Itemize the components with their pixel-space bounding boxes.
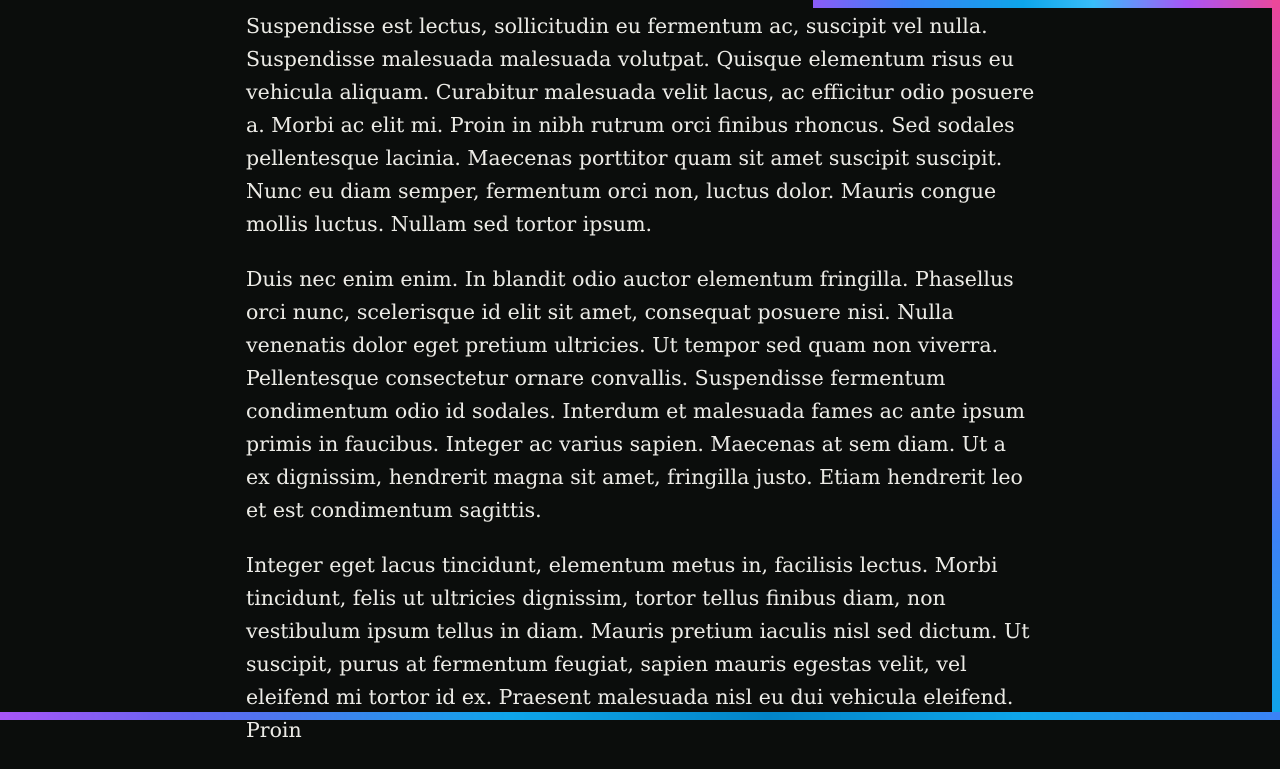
right-gradient-border	[1272, 0, 1280, 720]
paragraph-3: Integer eget lacus tincidunt, elementum metus in, facilisis lectus. Morbi tincidunt, felis ut ultricies dignissim, tortor tellus finibus diam, non vestibulum ipsum tellus in diam. Mauris pretium iaculis nisl sed dictum. Ut suscipit, purus at fermentum feugiat, sapien mauris egestas velit, vel eleifend mi tortor id ex. Praesent malesuada nisl eu dui vehicula eleifend. Proin	[246, 553, 1030, 742]
paragraph-2: Duis nec enim enim. In blandit odio auctor elementum fringilla. Phasellus orci nunc, scelerisque id elit sit amet, consequat posuere nisi. Nulla venenatis dolor eget pretium ultricies. Ut tempor sed quam non viverra. Pellentesque consectetur ornare convallis. Suspendisse fermentum condimentum odio id sodales. Interdum et malesuada fames ac ante ipsum primis in faucibus. Integer ac varius sapien. Maecenas at sem diam. Ut a ex dignissim, hendrerit magna sit amet, fringilla justo. Etiam hendrerit leo et est condimentum sagittis.	[246, 267, 1025, 522]
paragraph-1: Suspendisse est lectus, sollicitudin eu fermentum ac, suscipit vel nulla. Suspendisse malesuada malesuada volutpat. Quisque elementum risus eu vehicula aliquam. Curabitur malesuada velit lacus, ac efficitur odio posuere a. Morbi ac elit mi. Proin in nibh rutrum orci finibus rhoncus. Sed sodales pellentesque lacinia. Maecenas porttitor quam sit amet suscipit suscipit. Nunc eu diam semper, fermentum orci non, luctus dolor. Mauris congue mollis luctus. Nullam sed tortor ipsum.	[246, 14, 1035, 236]
article-body	[246, 10, 1036, 769]
top-gradient-border	[813, 0, 1280, 8]
